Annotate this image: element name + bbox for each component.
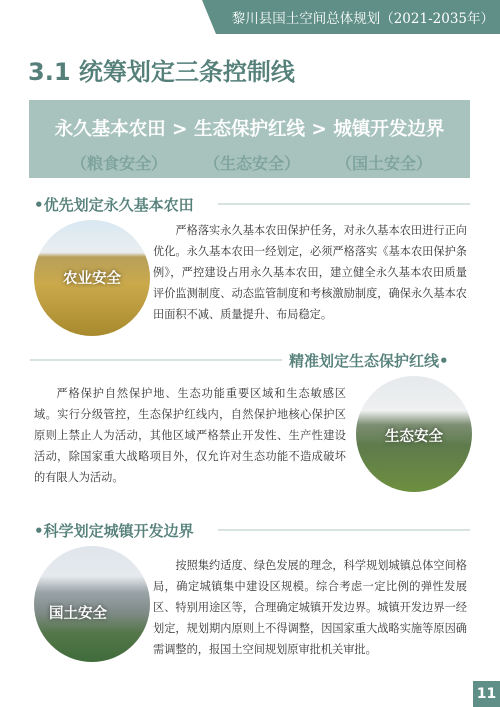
banner-sub-food-security: （粮食安全） xyxy=(71,154,168,173)
subheading-rule xyxy=(30,359,282,361)
banner-sub-land-security: （国土安全） xyxy=(336,154,433,173)
document-title: 黎川县国土空间总体规划（2021-2035年） xyxy=(231,11,494,27)
urban-photo xyxy=(34,546,150,662)
section-title: 3.1 统筹划定三条控制线 xyxy=(28,58,295,86)
subheading-rule xyxy=(218,203,470,205)
ecology-photo xyxy=(356,376,472,492)
paragraph-urban-boundary: 按照集约适度、绿色发展的理念，科学规划城镇总体空间格局，确定城镇集中建设区规模。综合考虑一定比例的弹性发展区、特别用途区等，合理确定城镇开发边界。城镇开发边界一经划定，规划期内原则上不得调整，因国家重大战略实施等原因确需调整的，报国土空间规划原审批机关审批。 xyxy=(153,559,467,656)
priority-banner xyxy=(29,100,470,178)
paragraph-farmland: 严格落实永久基本农田保护任务，对永久基本农田进行正向优化。永久基本农田一经划定，必须严格落实《基本农田保护条例》，严控建设占用永久基本农田，建立健全永久基本农田质量评价监测制度、动态监管制度和考核激励制度，确保永久基本农田面积不减、质量提升、布局稳定。 xyxy=(153,224,467,321)
banner-sub-ecological-security: （生态安全） xyxy=(204,154,301,173)
subheading-urban-boundary: •科学划定城镇开发边界 xyxy=(34,522,194,540)
paragraph-eco-redline: 严格保护自然保护地、生态功能重要区域和生态敏感区域。实行分级管控，生态保护红线内，自然保护地核心保护区原则上禁止人为活动，其他区域严格禁止开发性、生产性建设活动，除国家重大战略项目外，仅允许对生态功能不造成破坏的有限人为活动。 xyxy=(34,387,346,484)
subheading-eco-redline: 精准划定生态保护红线• xyxy=(289,352,449,370)
banner-main-text: 永久基本农田 > 生态保护红线 > 城镇开发边界 xyxy=(54,119,445,140)
photo-label-ecology: 生态安全 xyxy=(385,429,443,445)
farmland-photo xyxy=(34,220,150,336)
subheading-farmland: •优先划定永久基本农田 xyxy=(34,196,194,214)
page-number: 11 xyxy=(473,681,500,707)
photo-label-land: 国土安全 xyxy=(49,606,107,622)
subheading-rule xyxy=(218,529,470,531)
photo-label-agriculture: 农业安全 xyxy=(63,271,121,287)
